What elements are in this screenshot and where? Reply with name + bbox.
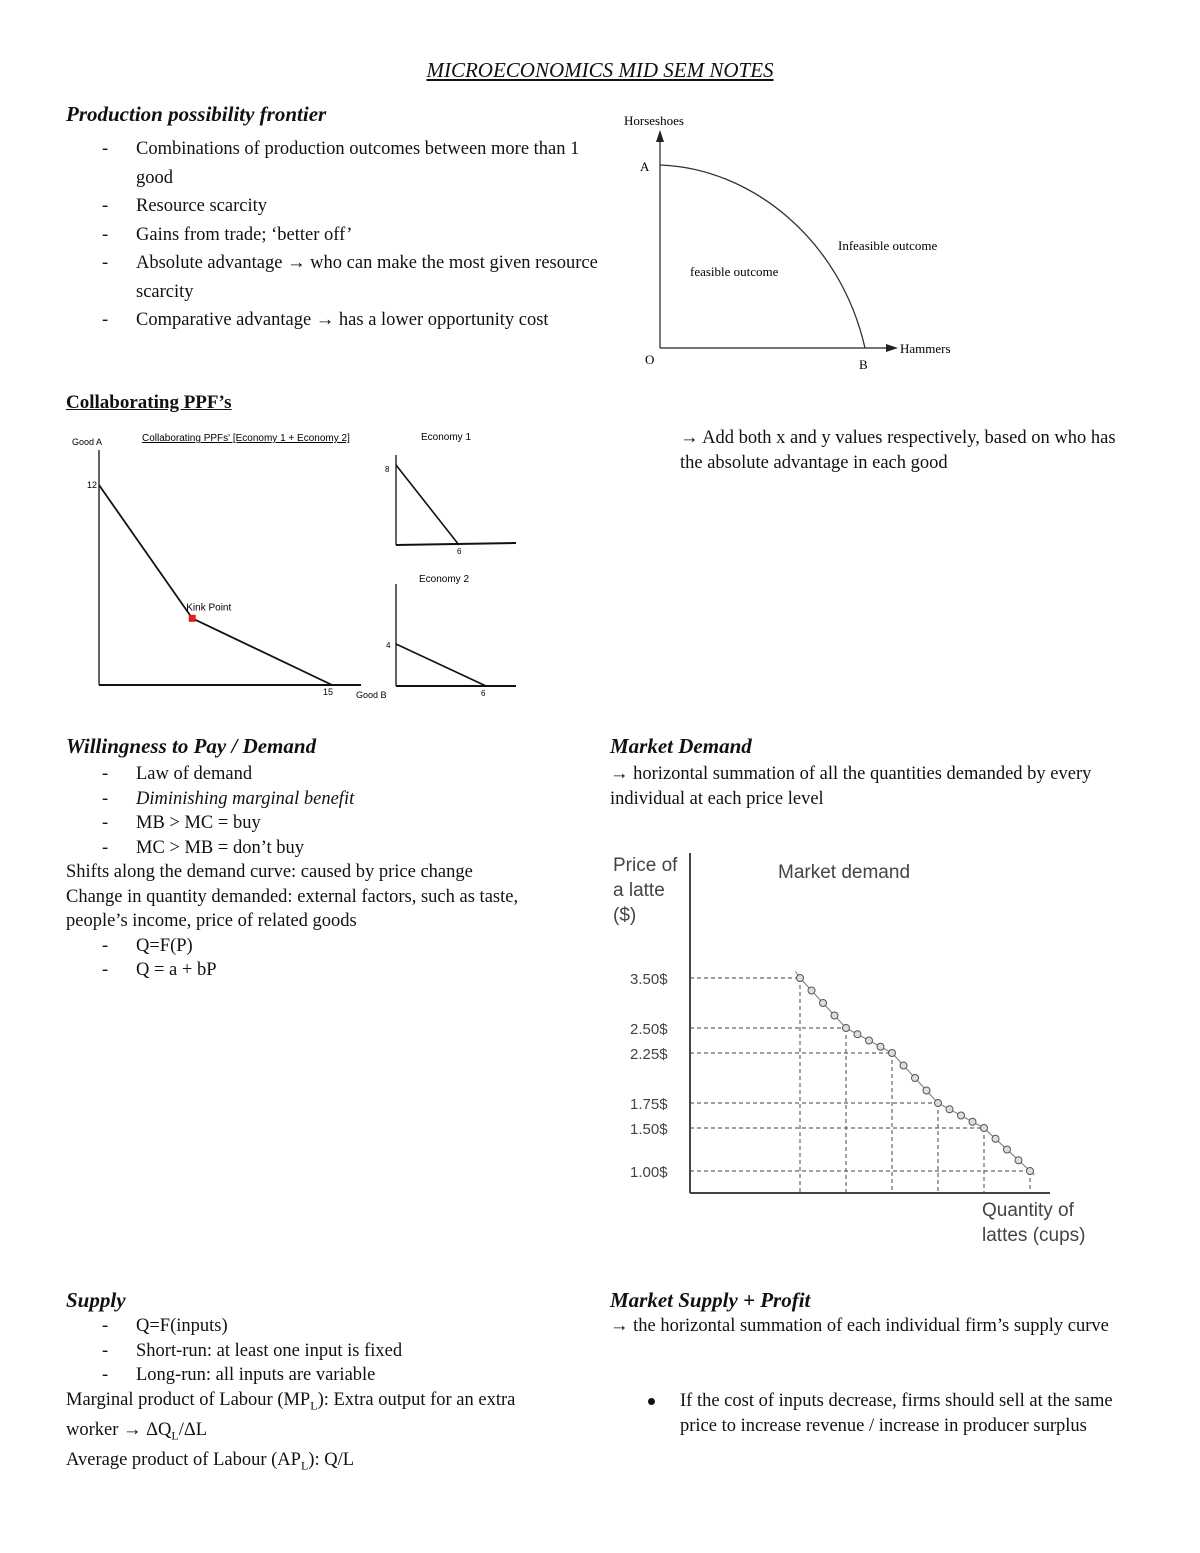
economy2-y-tick: 4 [386, 641, 391, 650]
ppf-infeasible-label: Infeasible outcome [838, 238, 938, 253]
demand-point [981, 1125, 988, 1132]
collab-main-chart [66, 425, 387, 700]
chart-y-tick-label: 1.75$ [630, 1096, 668, 1113]
demand-point [946, 1106, 953, 1113]
ppf-figure [610, 108, 980, 378]
market-demand-text: → horizontal summation of all the quantities demanded by every individual at each price level [610, 764, 1092, 809]
market-supply-text: → the horizontal summation of each individual firm’s supply curve [610, 1316, 1109, 1336]
demand-point [1027, 1168, 1034, 1175]
economy1-frontier [396, 465, 459, 545]
ppf-y-label: Horseshoes [624, 113, 684, 128]
chart-y-tick-label: 3.50$ [630, 971, 668, 988]
list-item: - MC > MB = don’t buy [66, 836, 566, 861]
chart-y-tick-label: 2.50$ [630, 1021, 668, 1038]
demand-point [866, 1037, 873, 1044]
demand-point [935, 1100, 942, 1107]
kink-point-label: Kink Point [186, 602, 232, 614]
wtp-body [66, 762, 566, 983]
chart-y-label-line: a latte [613, 880, 665, 901]
chart-x-label [982, 1200, 1085, 1246]
wtp-list-top [66, 762, 566, 860]
chart-y-tick-label: 1.00$ [630, 1164, 668, 1181]
demand-point [843, 1025, 850, 1032]
chart-y-label [613, 855, 678, 926]
wtp-list-bottom [66, 934, 566, 983]
list-item: - MB > MC = buy [66, 811, 566, 836]
collab-note: → Add both x and y values respectively, based on who has the absolute advantage in each good [680, 428, 1116, 473]
demand-point [877, 1043, 884, 1050]
kink-point-marker [189, 615, 196, 622]
collab-main-frontier [99, 485, 332, 685]
collab-main-y-label: Good A [72, 437, 103, 447]
list-item: - Diminishing marginal benefit [66, 787, 566, 812]
chart-x-label-line: lattes (cups) [982, 1225, 1086, 1246]
chart-y-label-line: Price of [613, 855, 678, 876]
demand-point [912, 1075, 919, 1082]
demand-point [992, 1135, 999, 1142]
demand-points [797, 975, 1034, 1175]
ppf-curve [660, 165, 865, 348]
page-title: MICROECONOMICS MID SEM NOTES [426, 58, 774, 82]
demand-point [900, 1062, 907, 1069]
economy2-chart [385, 568, 525, 700]
collab-main-title: Collaborating PPFs' [Economy 1 + Economy 2] [142, 433, 350, 444]
demand-point [923, 1087, 930, 1094]
economy2-title: Economy 2 [419, 574, 470, 585]
wtp-change-text: Change in quantity demanded: external factors, such as taste, people’s income, price of related goods [66, 886, 519, 931]
economy1-title: Economy 1 [421, 432, 472, 443]
demand-point [969, 1118, 976, 1125]
list-item: - Combinations of production outcomes between more than 1 good [66, 135, 606, 192]
market-supply-heading: Market Supply + Profit [610, 1288, 811, 1312]
demand-point [808, 987, 815, 994]
ppf-list [66, 135, 606, 335]
economy2-frontier [396, 644, 486, 686]
economy1-x-tick: 6 [457, 547, 462, 556]
ppf-feasible-label: feasible outcome [690, 264, 779, 279]
demand-point [1004, 1146, 1011, 1153]
demand-point [889, 1050, 896, 1057]
wtp-heading: Willingness to Pay / Demand [66, 734, 317, 758]
ppf-x-arrow [886, 344, 898, 352]
chart-y-ticks [630, 971, 668, 1181]
ppf-point-a: A [640, 159, 650, 174]
supply-heading: Supply [66, 1288, 126, 1312]
chart-y-label-line: ($) [613, 905, 637, 926]
economy1-x-axis [396, 543, 516, 545]
demand-point [958, 1112, 965, 1119]
ppf-origin: O [645, 352, 655, 367]
demand-point [854, 1031, 861, 1038]
list-item: - Q=F(inputs) [66, 1314, 566, 1339]
chart-y-tick-label: 1.50$ [630, 1121, 668, 1138]
market-supply-bullets [610, 1389, 1120, 1438]
ppf-x-label: Hammers [900, 341, 951, 356]
collab-main-x-tick: 15 [323, 687, 334, 697]
demand-curve [795, 971, 1034, 1175]
demand-point [797, 975, 804, 982]
economy1-chart [385, 425, 525, 555]
supply-list [66, 1314, 566, 1388]
economy2-x-tick: 6 [481, 689, 486, 698]
list-item: - Long-run: all inputs are variable [66, 1363, 566, 1388]
economy1-y-tick: 8 [385, 465, 390, 474]
ppf-point-b: B [859, 357, 868, 372]
chart-title: Market demand [778, 862, 911, 883]
list-item: - Comparative advantage → has a lower opportunity cost [66, 306, 606, 335]
chart-guides [690, 978, 1030, 1193]
chart-y-tick-label: 2.25$ [630, 1046, 668, 1063]
supply-body [66, 1314, 566, 1478]
demand-point [1015, 1157, 1022, 1164]
list-item: - Short-run: at least one input is fixed [66, 1339, 566, 1364]
list-item: - Gains from trade; ‘better off’ [66, 221, 606, 250]
list-item: - Q=F(P) [66, 934, 566, 959]
list-item: - Absolute advantage → who can make the most given resource scarcity [66, 249, 606, 306]
market-demand-chart [610, 848, 1110, 1253]
list-item: - Resource scarcity [66, 192, 606, 221]
demand-point [831, 1012, 838, 1019]
collab-main-x-label: Good B [356, 690, 387, 700]
wtp-shifts-text: Shifts along the demand curve: caused by price change [66, 862, 473, 882]
collab-main-y-tick: 12 [87, 480, 98, 490]
list-item: - Law of demand [66, 762, 566, 787]
market-demand-heading: Market Demand [610, 734, 752, 758]
collab-heading: Collaborating PPF’s [66, 392, 232, 413]
chart-x-label-line: Quantity of [982, 1200, 1074, 1221]
demand-point [820, 1000, 827, 1007]
marginal-product-text: Marginal product of Labour $(MP_L)$: Extra output for an extra worker → $\Delta Q_L/\Delta L$ [66, 1389, 516, 1443]
average-product-text: Average product of Labour $(AP_L)$: Q/L [66, 1449, 355, 1473]
ppf-heading: Production possibility frontier [66, 102, 327, 126]
list-item: - Q = a + bP [66, 958, 566, 983]
ppf-y-arrow [656, 130, 664, 142]
list-item: If the cost of inputs decrease, firms should sell at the same price to increase revenue / increase in producer surplus [610, 1389, 1120, 1438]
